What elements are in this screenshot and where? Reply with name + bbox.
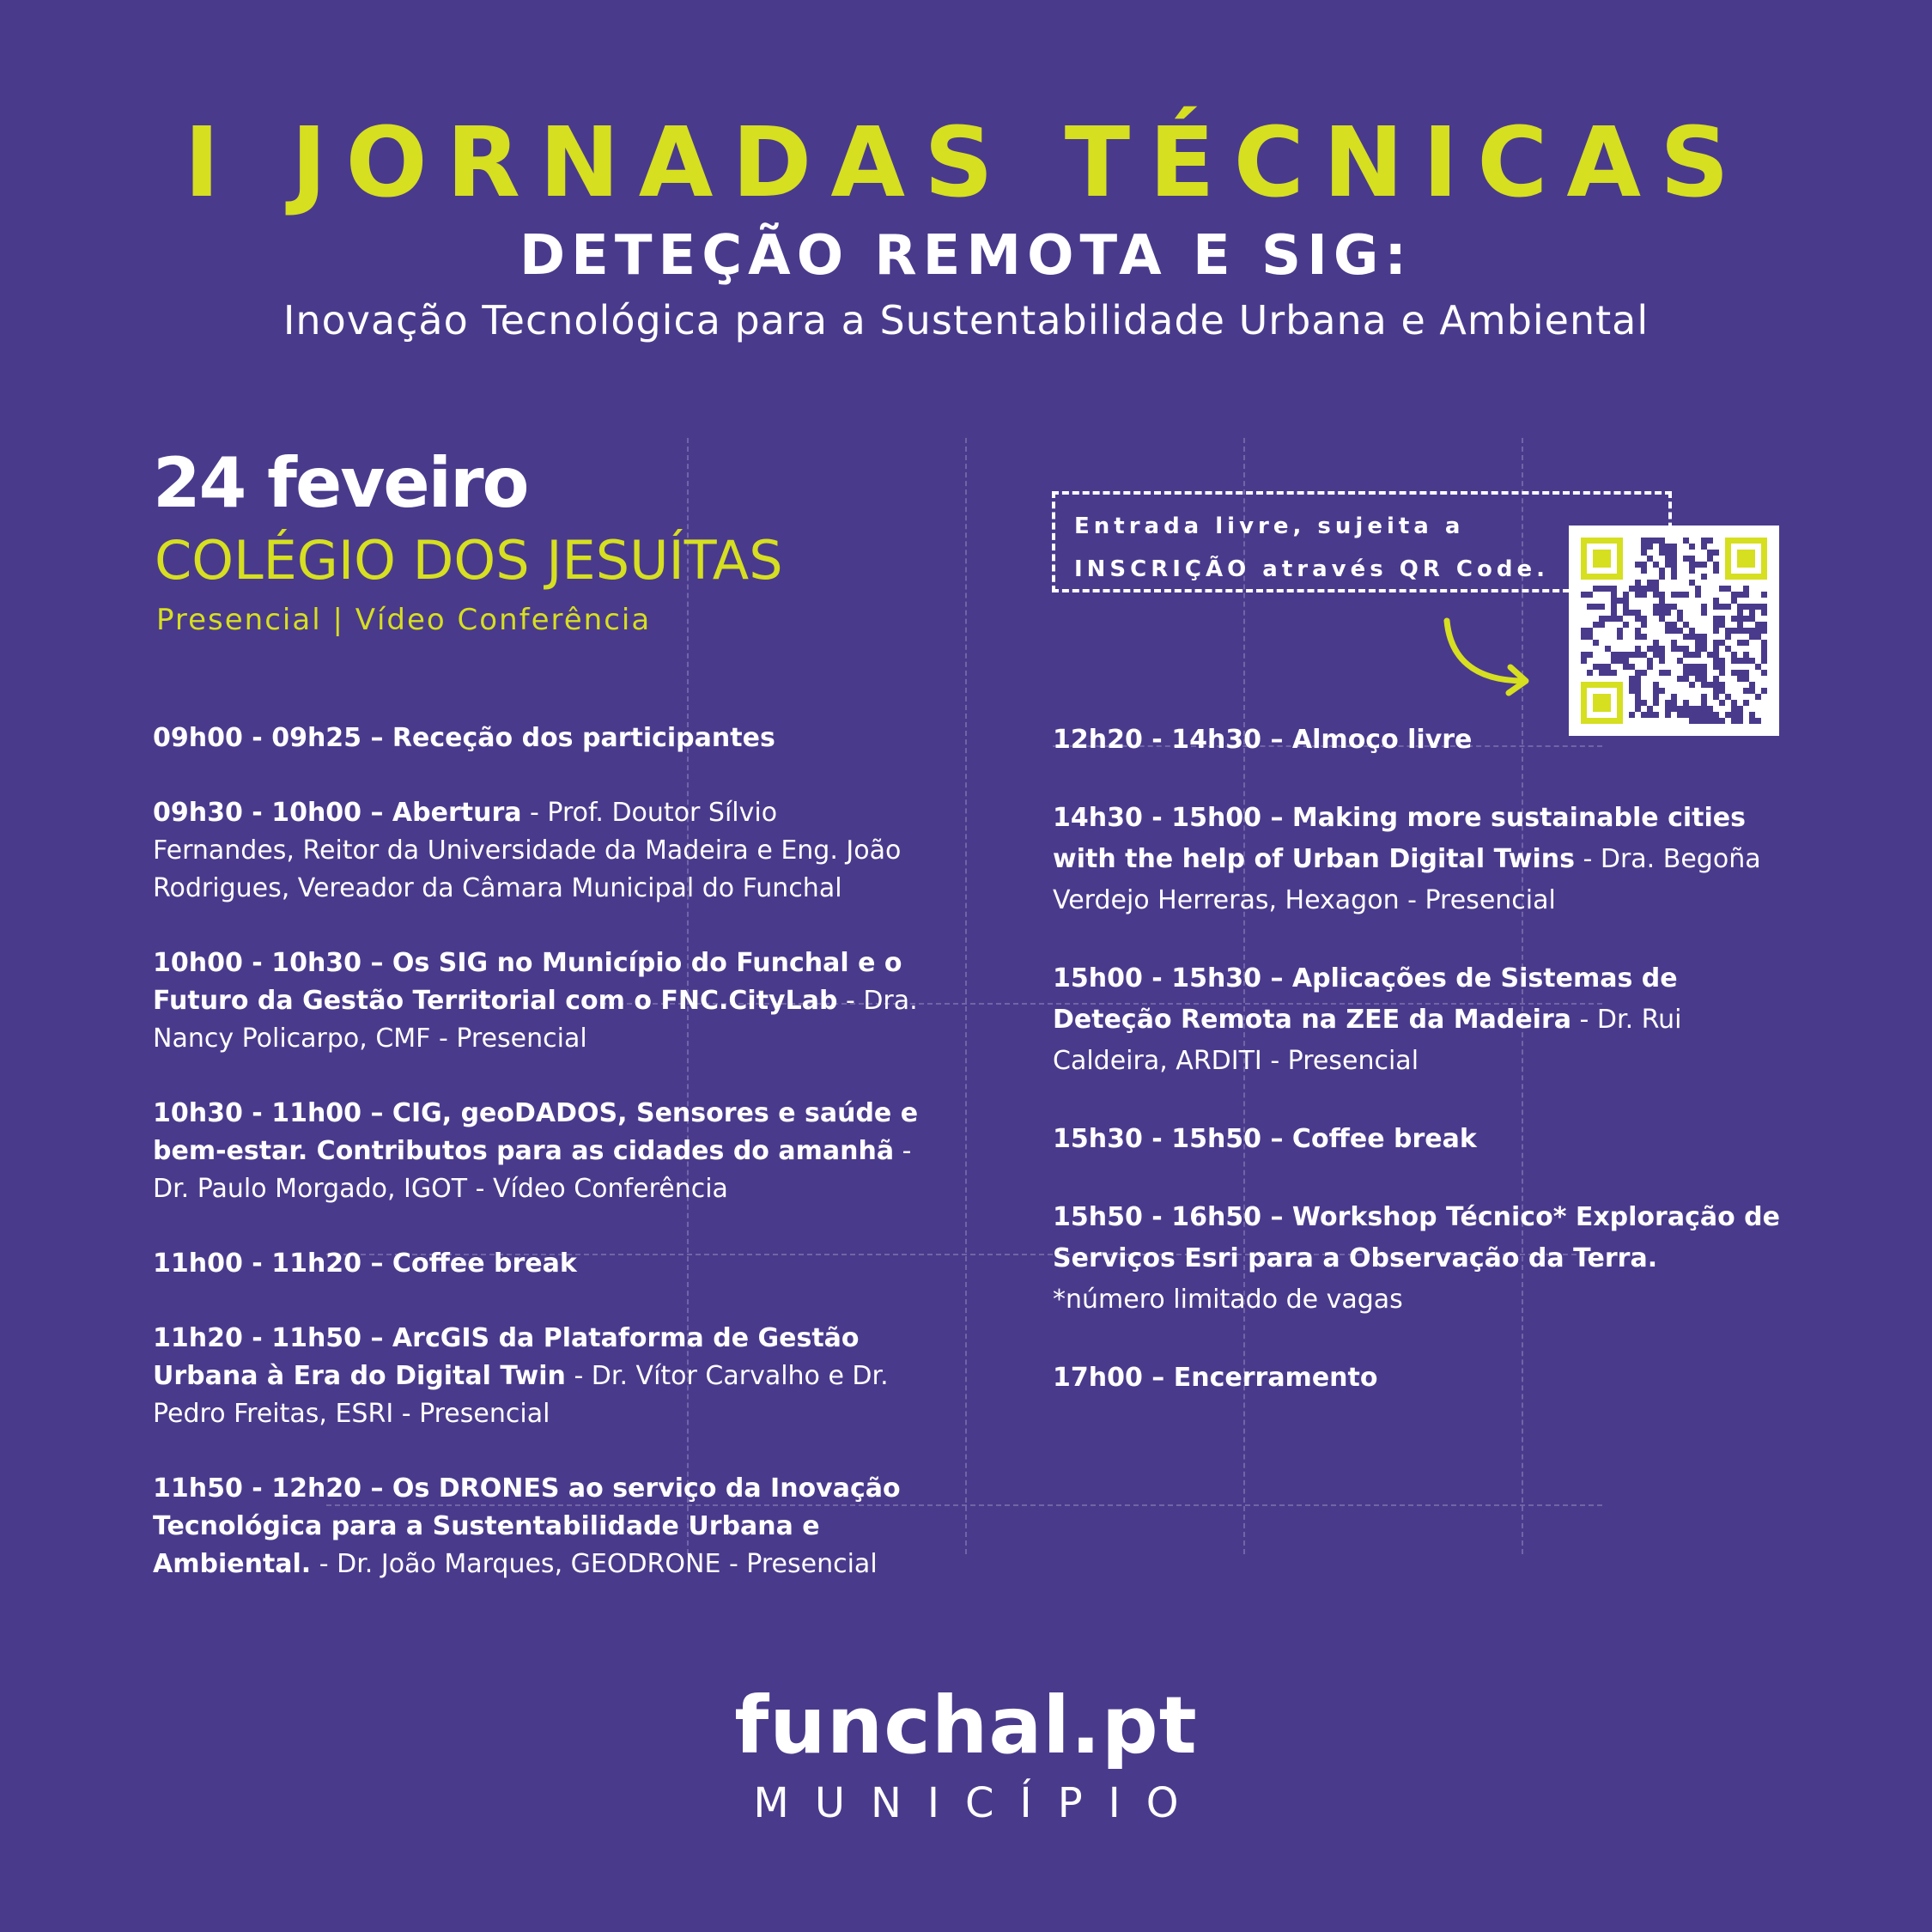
schedule-item-mode: - Vídeo Conferência <box>467 1174 728 1204</box>
tagline: Inovação Tecnológica para a Sustentabilidade Urbana e Ambiental <box>283 297 1649 343</box>
event-date: 24 feveiro <box>153 443 528 523</box>
schedule-item <box>1053 958 1791 1082</box>
schedule-item <box>153 1470 926 1583</box>
schedule-right <box>1053 720 1791 1436</box>
schedule-item-speaker: - Dra. Begoña Verdejo Herreras, Hexagon <box>1053 844 1761 915</box>
schedule-item-mode: *número limitado de vagas <box>1053 1285 1403 1315</box>
schedule-item-title: 09h00 - 09h25 – Receção dos participantes <box>153 723 775 753</box>
schedule-item-speaker: - Dr. Vítor Carvalho e Dr. Pedro Freitas, ESRI <box>153 1361 889 1429</box>
arrow-icon <box>1438 614 1541 700</box>
schedule-item-mode: - Presencial <box>1399 885 1556 915</box>
schedule-item-title: 09h30 - 10h00 – Abertura <box>153 798 522 828</box>
schedule-item-title: 11h20 - 11h50 – ArcGIS da Plataforma de Gestão Urbana à Era do Digital Twin <box>153 1323 860 1391</box>
schedule-item <box>153 1095 926 1208</box>
funchal-logo[interactable]: funchal.pt <box>734 1680 1198 1771</box>
schedule-item-speaker: - Dr. Rui Caldeira, ARDITI <box>1053 1005 1682 1076</box>
schedule-item-speaker: - Dr. João Marques, GEODRONE <box>311 1549 721 1579</box>
schedule-item <box>153 945 926 1058</box>
municipio-label: MUNICÍPIO <box>753 1779 1205 1827</box>
schedule-item <box>1053 1358 1791 1399</box>
schedule-left <box>153 720 926 1620</box>
schedule-item <box>1053 798 1791 921</box>
schedule-item-speaker: - Dr. Paulo Morgado, IGOT <box>153 1136 912 1204</box>
schedule-item-title: 15h30 - 15h50 – Coffee break <box>1053 1124 1477 1154</box>
venue: COLÉGIO DOS JESUÍTAS <box>155 529 783 592</box>
main-title: I JORNADAS TÉCNICAS <box>184 107 1748 219</box>
schedule-item-title: 11h50 - 12h20 – Os DRONES ao serviço da Inovação Tecnológica para a Sustentabilidade Urbana e Ambiental. <box>153 1473 901 1579</box>
event-format: Presencial | Vídeo Conferência <box>156 603 652 637</box>
schedule-item <box>153 1320 926 1433</box>
schedule-item-title: 15h00 - 15h30 – Aplicações de Sistemas de Deteção Remota na ZEE da Madeira <box>1053 963 1678 1035</box>
schedule-item-mode: - Presencial <box>720 1549 878 1579</box>
schedule-item <box>1053 720 1791 761</box>
schedule-item-title: 15h50 - 16h50 – Workshop Técnico* Exploração de Serviços Esri para a Observação da Terra. <box>1053 1202 1780 1273</box>
schedule-item-speaker: - Dra. Nancy Policarpo, CMF <box>153 986 918 1054</box>
schedule-item <box>1053 1197 1791 1321</box>
schedule-item-mode: - Presencial <box>430 1024 587 1054</box>
schedule-item-mode: - Presencial <box>393 1399 550 1429</box>
schedule-item-mode: - Presencial <box>1261 1046 1419 1076</box>
grid-line <box>965 438 967 1554</box>
qr-code-icon[interactable] <box>1569 526 1779 736</box>
schedule-item-title: 11h00 - 11h20 – Coffee break <box>153 1249 577 1279</box>
schedule-item <box>1053 1119 1791 1160</box>
schedule-item-title: 14h30 - 15h00 – Making more sustainable cities with the help of Urban Digital Twins <box>1053 803 1746 874</box>
schedule-item-speaker: - Prof. Doutor Sílvio Fernandes, Reitor da Universidade da Madeira e Eng. João Rodrigues, Vereador da Câmara Municipal do Funchal <box>153 798 902 903</box>
registration-line-2: INSCRIÇÃO através QR Code. <box>1074 556 1549 582</box>
schedule-item <box>153 720 926 757</box>
registration-text <box>1074 505 1564 591</box>
schedule-item-title: 10h00 - 10h30 – Os SIG no Município do Funchal e o Futuro da Gestão Territorial com o FNC.CityLab <box>153 948 902 1016</box>
schedule-item <box>153 1245 926 1283</box>
schedule-item-title: 12h20 - 14h30 – Almoço livre <box>1053 725 1473 755</box>
schedule-item <box>153 794 926 908</box>
schedule-item-title: 17h00 – Encerramento <box>1053 1363 1378 1393</box>
subtitle: DETEÇÃO REMOTA E SIG: <box>519 224 1413 288</box>
schedule-item-title: 10h30 - 11h00 – CIG, geoDADOS, Sensores e saúde e bem-estar. Contributos para as cidades do amanhã <box>153 1098 919 1166</box>
registration-line-1: Entrada livre, sujeita a <box>1074 513 1465 539</box>
